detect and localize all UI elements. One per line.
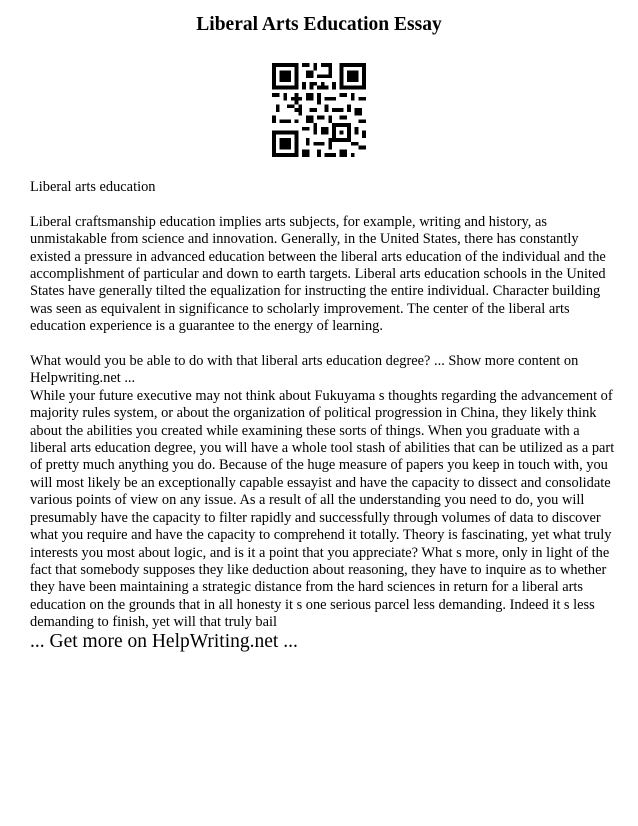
show-more-line[interactable]: What would you be able to do with that liberal arts education degree? ... Show more content on Helpwriting.net ... [30,353,579,387]
qr-code-icon [272,63,366,157]
paragraph-1: Liberal craftsmanship education implies arts subjects, for example, writing and history, as unmistakable from science and innovation. Generally, in the United States, there has constantly existed a pressure in advanced education between the liberal arts education of the individual and the accomplishment of particular and down to earth targets. Liberal arts education schools in the United States have generally tilted the equalization for instructing the entire individual. Character building was seen as equivalent in significance to scholarly improvement. The center of the liberal arts education experience is a guarantee to the energy of learning. [30,213,606,335]
paragraph-2: While your future executive may not think about Fukuyama s thoughts regarding the advancement of majority rules system, or about the organization of political progression in China, they likely think about the abilities you created while examining these sorts of things. When you graduate with a liberal arts education degree, you will have a whole tool stash of abilities that can be utilized as a part of pretty much anything you do. Because of the huge measure of papers you keep in touch with, you will most likely be an exceptionally capable essayist and have the capacity to dissect and consolidate various points of view on any issue. As a result of all the understanding you need to do, you will presumably have the capacity to filter rapidly and successfully through volumes of data to discover what you require and have the capacity to comprehend it totally. Theory is fascinating, yet what truly interests you most about logic, and is it a point that you appreciate? What s more, only in light of the fact that somebody supposes they like deduction about reasoning, they have to inquire as to whether they have been maintaining a strategic distance from the hard sciences in return for a liberal arts education on the grounds that in all honesty it s one serious parcel less demanding. Indeed it s less demanding to finish, yet will that truly bail [30,387,615,631]
intro-heading: Liberal arts education [30,179,156,195]
document-title: Liberal Arts Education Essay [196,14,442,35]
essay-body [30,179,615,632]
get-more-link[interactable]: ... Get more on HelpWriting.net ... [30,631,298,652]
